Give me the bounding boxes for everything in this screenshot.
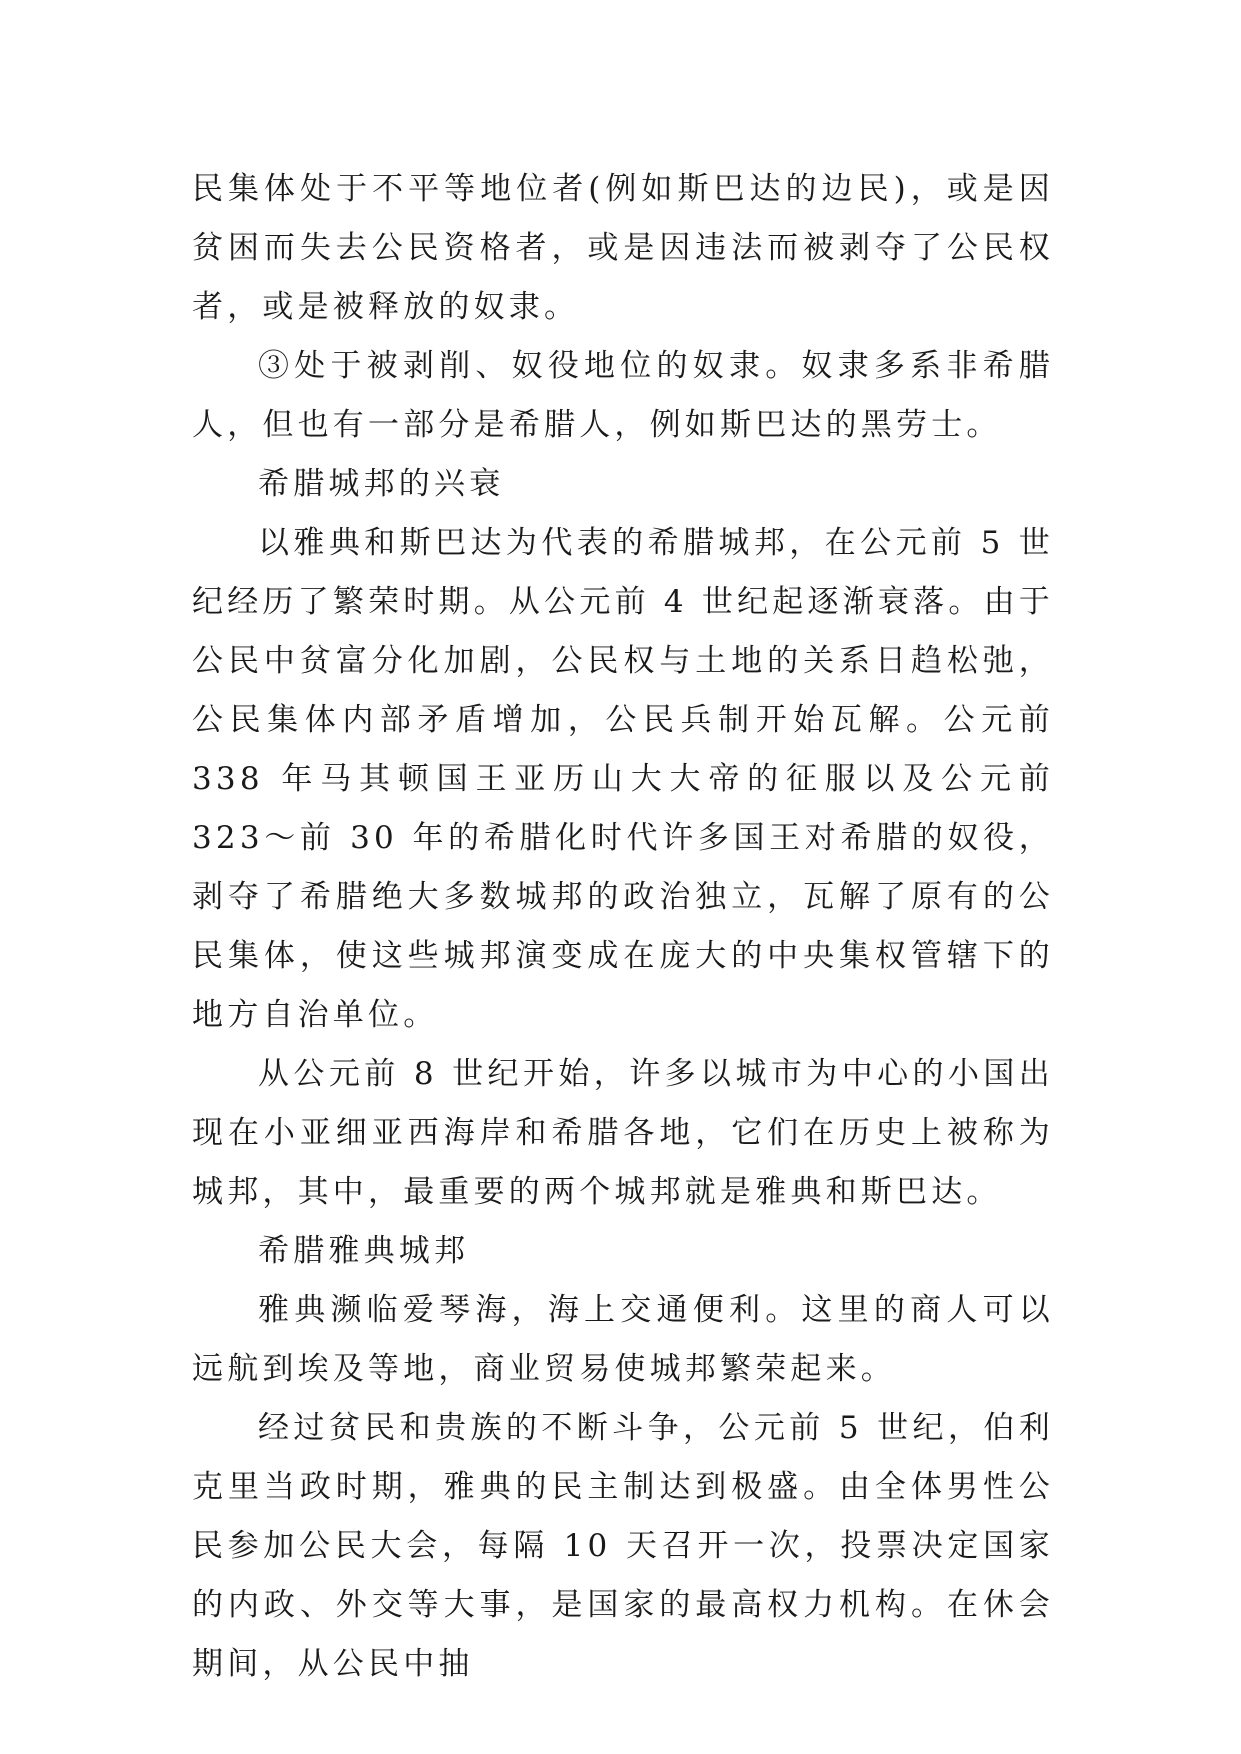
paragraph: 以雅典和斯巴达为代表的希腊城邦，在公元前 5 世纪经历了繁荣时期。从公元前 4 世纪起逐渐衰落。由于公民中贫富分化加剧，公民权与土地的关系日趋松弛，公民集体内部矛盾增加，公民兵制开始瓦解。公元前 338 年马其顿国王亚历山大大帝的征服以及公元前 323～前 30 年的希腊化时代许多国王对希腊的奴役，剥夺了希腊绝大多数城邦的政治独立，瓦解了原有的公民集体，使这些城邦演变成在庞大的中央集权管辖下的地方自治单位。	[192, 525, 1054, 1033]
paragraph: ③处于被剥削、奴役地位的奴隶。奴隶多系非希腊人，但也有一部分是希腊人，例如斯巴达的黑劳士。	[192, 348, 1054, 443]
document-body	[192, 160, 1054, 1694]
section-heading: 希腊雅典城邦	[258, 1233, 470, 1269]
paragraph: 从公元前 8 世纪开始，许多以城市为中心的小国出现在小亚细亚西海岸和希腊各地，它们在历史上被称为城邦，其中，最重要的两个城邦就是雅典和斯巴达。	[192, 1056, 1054, 1210]
paragraph: 民集体处于不平等地位者(例如斯巴达的边民)，或是因贫困而失去公民资格者，或是因违法而被剥夺了公民权者，或是被释放的奴隶。	[192, 171, 1054, 325]
paragraph: 经过贫民和贵族的不断斗争，公元前 5 世纪，伯利克里当政时期，雅典的民主制达到极盛。由全体男性公民参加公民大会，每隔 10 天召开一次，投票决定国家的内政、外交等大事，是国家的最高权力机构。在休会期间，从公民中抽	[192, 1410, 1054, 1682]
section-heading: 希腊城邦的兴衰	[258, 466, 505, 502]
paragraph: 雅典濒临爱琴海，海上交通便利。这里的商人可以远航到埃及等地，商业贸易使城邦繁荣起来。	[192, 1292, 1054, 1387]
